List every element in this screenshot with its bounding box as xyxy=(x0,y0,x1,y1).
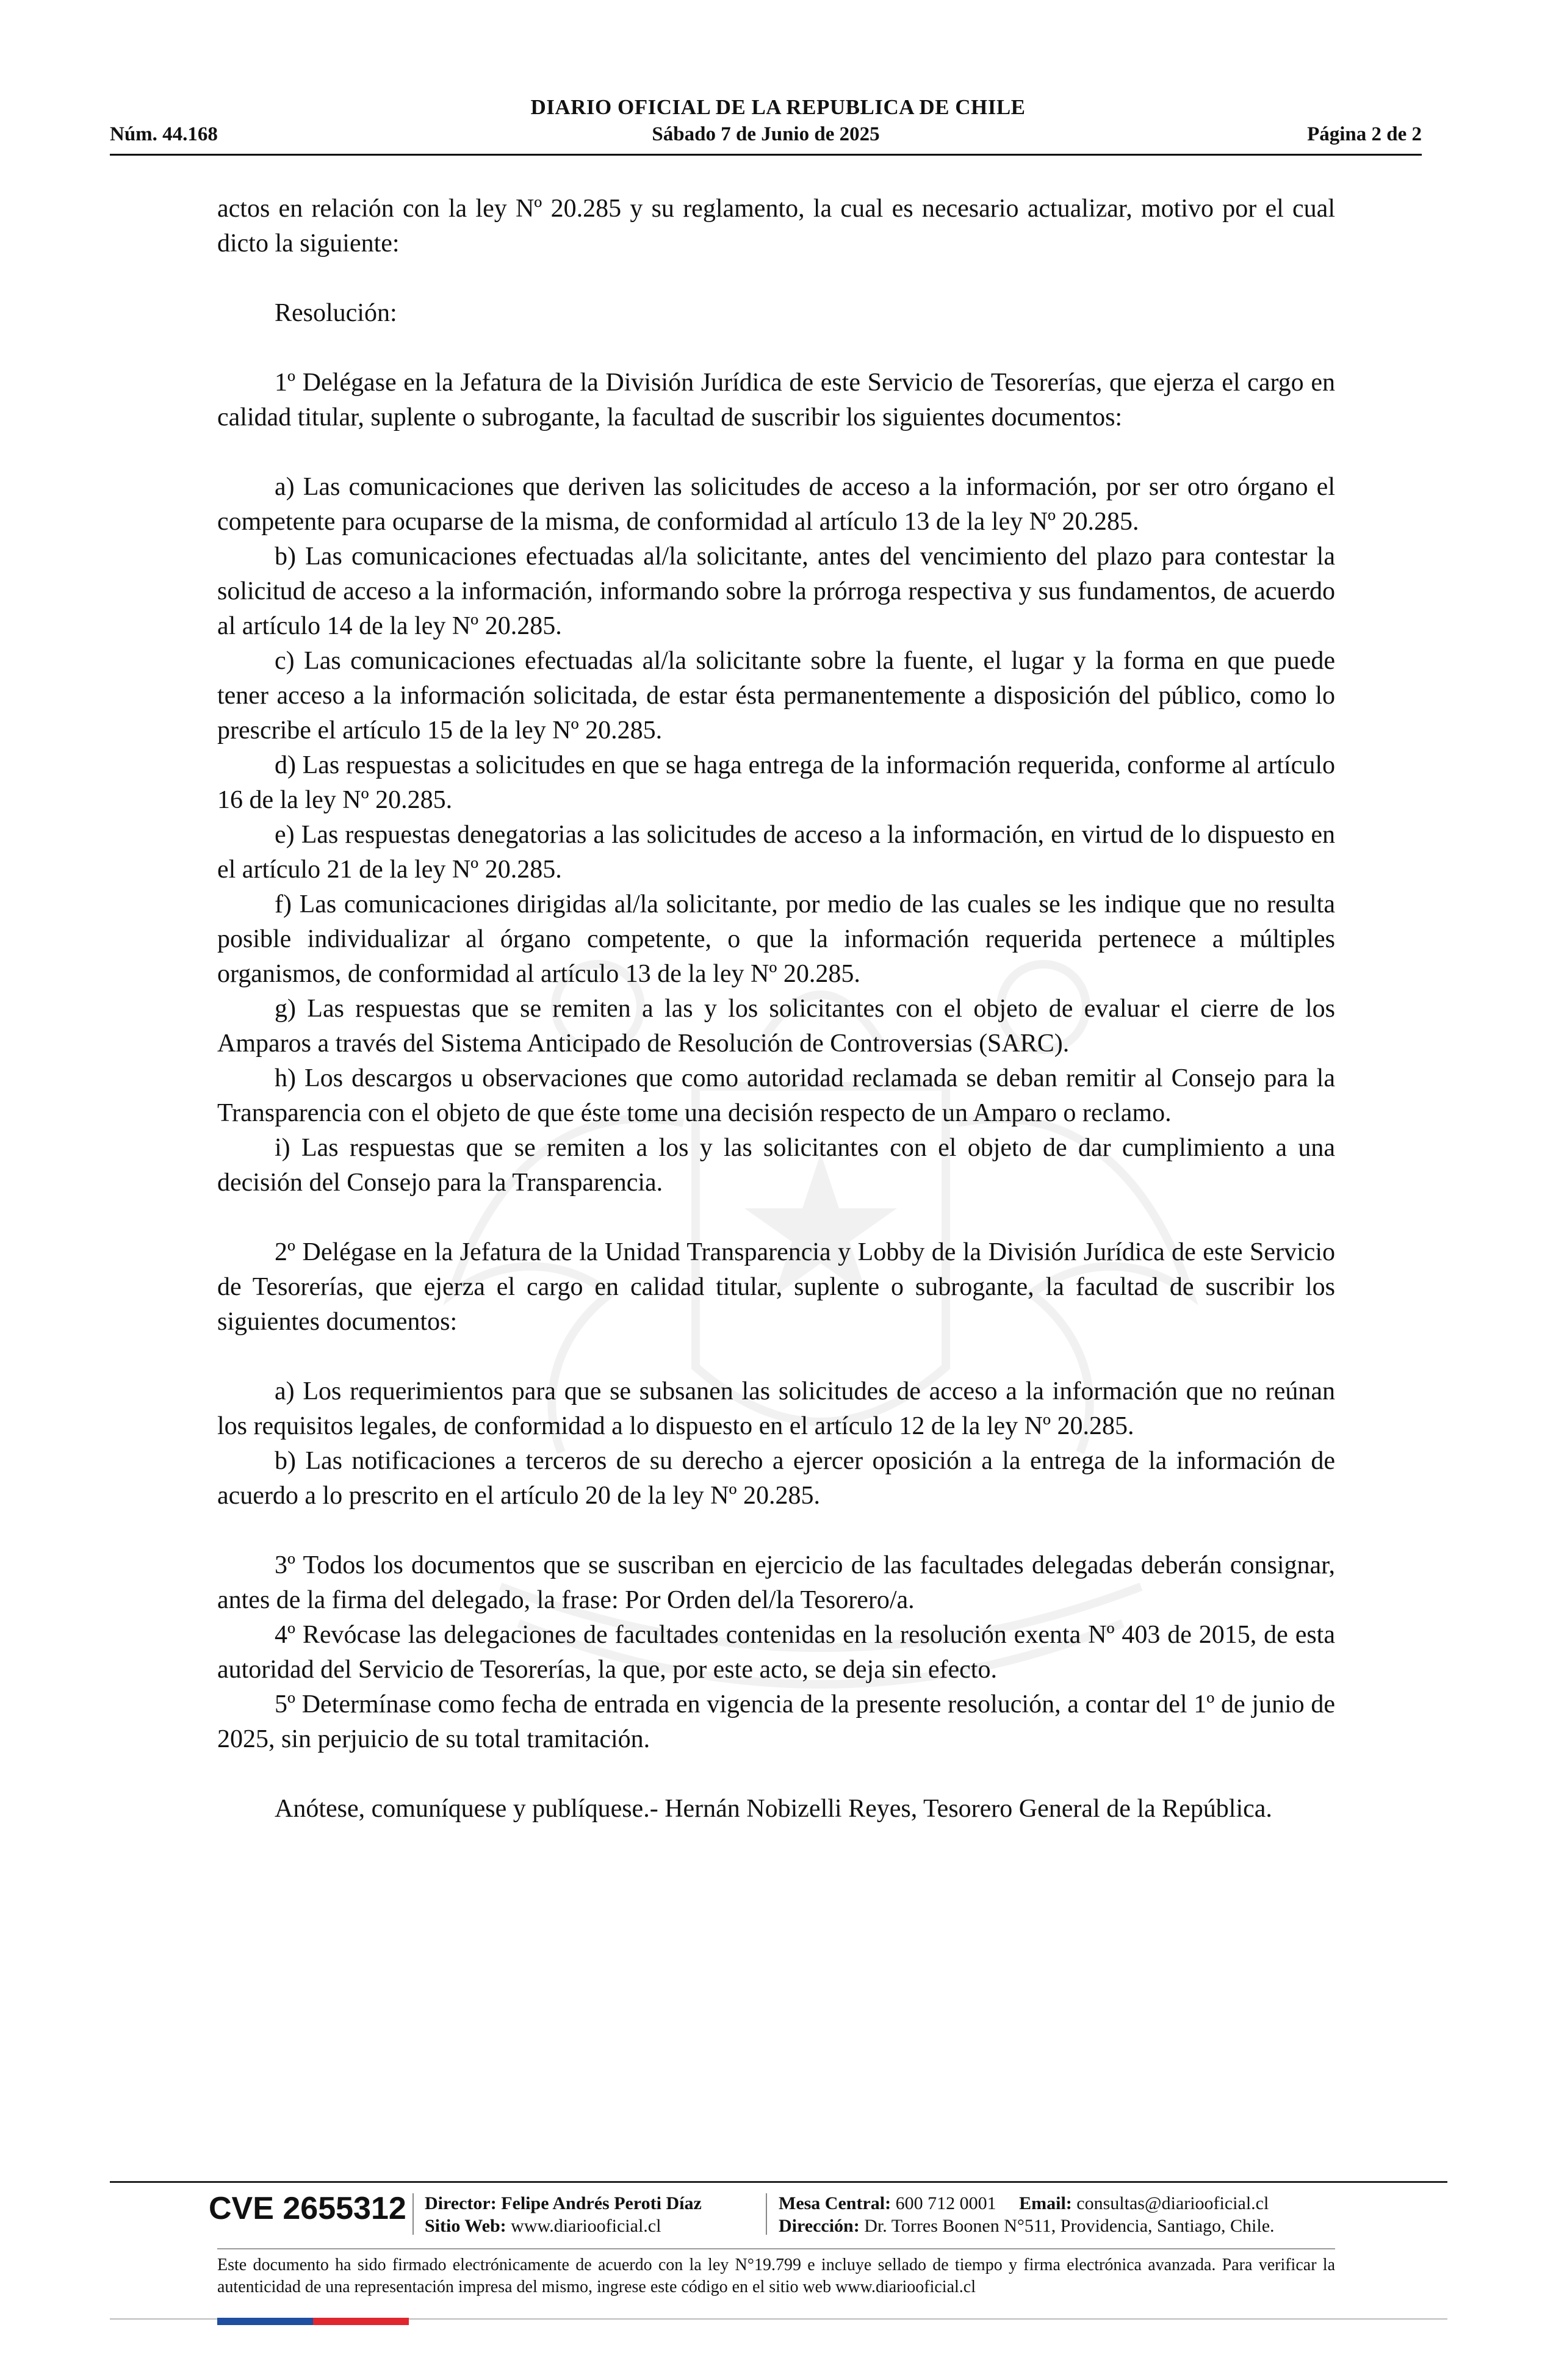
address-line xyxy=(779,2215,1275,2237)
footer-divider-middle xyxy=(217,2248,1335,2249)
paragraph-1e: e) Las respuestas denegatorias a las solicitudes de acceso a la información, en virtud de lo dispuesto en el artículo 21 de la ley Nº 20.285. xyxy=(217,821,1335,884)
document-body xyxy=(217,192,1335,1826)
address-text: Dr. Torres Boonen N°511, Providencia, Santiago, Chile. xyxy=(864,2216,1275,2236)
footer-director-block xyxy=(425,2192,702,2237)
paragraph-1h: h) Los descargos u observaciones que como autoridad reclamada se deban remitir al Consejo para la Transparencia con el objeto de que éste tome una decisión respecto de un Amparo o reclamo. xyxy=(217,1064,1335,1127)
paragraph-1c: c) Las comunicaciones efectuadas al/la solicitante sobre la fuente, el lugar y la forma en que puede tener acceso a la información solicitada, de estar ésta permanentemente a disposición del público, como lo prescribe el artículo 15 de la ley Nº 20.285. xyxy=(217,647,1335,745)
electronic-signature-note: Este documento ha sido firmado electrónicamente de acuerdo con la ley N°19.799 e incluye sellado de tiempo y firma electrónica avanzada. Para verificar la autenticidad de una representación impresa del mismo, ingrese este código en el sitio web www.diariooficial.cl xyxy=(217,2256,1335,2296)
website-link[interactable]: www.diariooficial.cl xyxy=(511,2216,661,2236)
website-line xyxy=(425,2215,702,2237)
paragraph-1f: f) Las comunicaciones dirigidas al/la solicitante, por medio de las cuales se les indique que no resulta posible individualizar al órgano competente, o que la información requerida pertenece a múltiples organismos, de conformidad al artículo 13 de la ley Nº 20.285. xyxy=(217,890,1335,988)
issue-number: Núm. 44.168 xyxy=(110,123,218,145)
footer-contact-block xyxy=(779,2192,1275,2237)
paragraph-2a: a) Los requerimientos para que se subsanen las solicitudes de acceso a la información que no reúnan los requisitos legales, de conformidad a lo dispuesto en el artículo 12 de la ley Nº 20.285. xyxy=(217,1377,1335,1440)
paragraph-article-3: 3º Todos los documentos que se suscriban en ejercicio de las facultades delegadas deberán consignar, antes de la firma del delegado, la frase: Por Orden del/la Tesorero/a. xyxy=(217,1551,1335,1614)
footer-divider-top xyxy=(110,2181,1447,2183)
director-name: Felipe Andrés Peroti Díaz xyxy=(501,2193,702,2213)
paragraph-closing-signature: Anótese, comuníquese y publíquese.- Hernán Nobizelli Reyes, Tesorero General de la República. xyxy=(275,1795,1272,1823)
paragraph-intro: actos en relación con la ley Nº 20.285 y su reglamento, la cual es necesario actualizar, motivo por el cual dicto la siguiente: xyxy=(217,195,1335,258)
header-divider xyxy=(110,154,1422,156)
cve-code: CVE 2655312 xyxy=(209,2191,406,2226)
chile-flag-stripe xyxy=(217,2318,409,2325)
director-line xyxy=(425,2192,702,2215)
paragraph-article-2: 2º Delégase en la Jefatura de la Unidad Transparencia y Lobby de la División Jurídica de este Servicio de Tesorerías, que ejerza el cargo en calidad titular, suplente o subrogante, la facultad de suscribir los siguientes documentos: xyxy=(217,1238,1335,1336)
phone-number: 600 712 0001 xyxy=(895,2193,996,2213)
paragraph-1a: a) Las comunicaciones que deriven las solicitudes de acceso a la información, por ser otro órgano el competente para ocuparse de la misma, de conformidad al artículo 13 de la ley Nº 20.285. xyxy=(217,473,1335,536)
paragraph-article-1: 1º Delégase en la Jefatura de la División Jurídica de este Servicio de Tesorerías, que ejerza el cargo en calidad titular, suplente o subrogante, la facultad de suscribir los siguientes documentos: xyxy=(217,369,1335,431)
header-row xyxy=(110,123,1422,150)
footer-separator xyxy=(766,2193,767,2235)
paragraph-1i: i) Las respuestas que se remiten a los y las solicitantes con el objeto de dar cumplimiento a una decisión del Consejo para la Transparencia. xyxy=(217,1134,1335,1197)
paragraph-1d: d) Las respuestas a solicitudes en que se haga entrega de la información requerida, conforme al artículo 16 de la ley Nº 20.285. xyxy=(217,751,1335,814)
email-link[interactable]: consultas@diariooficial.cl xyxy=(1076,2193,1269,2213)
page-number: Página 2 de 2 xyxy=(1307,123,1422,145)
footer-separator xyxy=(412,2193,414,2235)
paragraph-article-5: 5º Determínase como fecha de entrada en vigencia de la presente resolución, a contar del 1º de junio de 2025, sin perjuicio de su total tramitación. xyxy=(217,1690,1335,1753)
contact-line xyxy=(779,2192,1275,2215)
paragraph-resolution-heading: Resolución: xyxy=(275,299,397,327)
address-label: Dirección: xyxy=(779,2216,860,2236)
flag-red-segment xyxy=(313,2318,409,2325)
gazette-title: DIARIO OFICIAL DE LA REPUBLICA DE CHILE xyxy=(530,95,1026,119)
paragraph-1g: g) Las respuestas que se remiten a las y los solicitantes con el objeto de evaluar el cierre de los Amparos a través del Sistema Anticipado de Resolución de Controversias (SARC). xyxy=(217,995,1335,1058)
flag-blue-segment xyxy=(217,2318,313,2325)
paragraph-2b: b) Las notificaciones a terceros de su derecho a ejercer oposición a la entrega de la información de acuerdo a lo prescrito en el artículo 20 de la ley Nº 20.285. xyxy=(217,1447,1335,1510)
website-label: Sitio Web: xyxy=(425,2216,506,2236)
paragraph-1b: b) Las comunicaciones efectuadas al/la solicitante, antes del vencimiento del plazo para contestar la solicitud de acceso a la información, informando sobre la prórroga respectiva y sus fundamentos, de acuerdo al artículo 14 de la ley Nº 20.285. xyxy=(217,543,1335,640)
phone-label: Mesa Central: xyxy=(779,2193,891,2213)
issue-date: Sábado 7 de Junio de 2025 xyxy=(652,123,880,145)
paragraph-article-4: 4º Revócase las delegaciones de facultades contenidas en la resolución exenta Nº 403 de 2015, de esta autoridad del Servicio de Tesorerías, la que, por este acto, se deja sin efecto. xyxy=(217,1621,1335,1684)
director-label: Director: xyxy=(425,2193,497,2213)
email-label: Email: xyxy=(1019,2193,1072,2213)
